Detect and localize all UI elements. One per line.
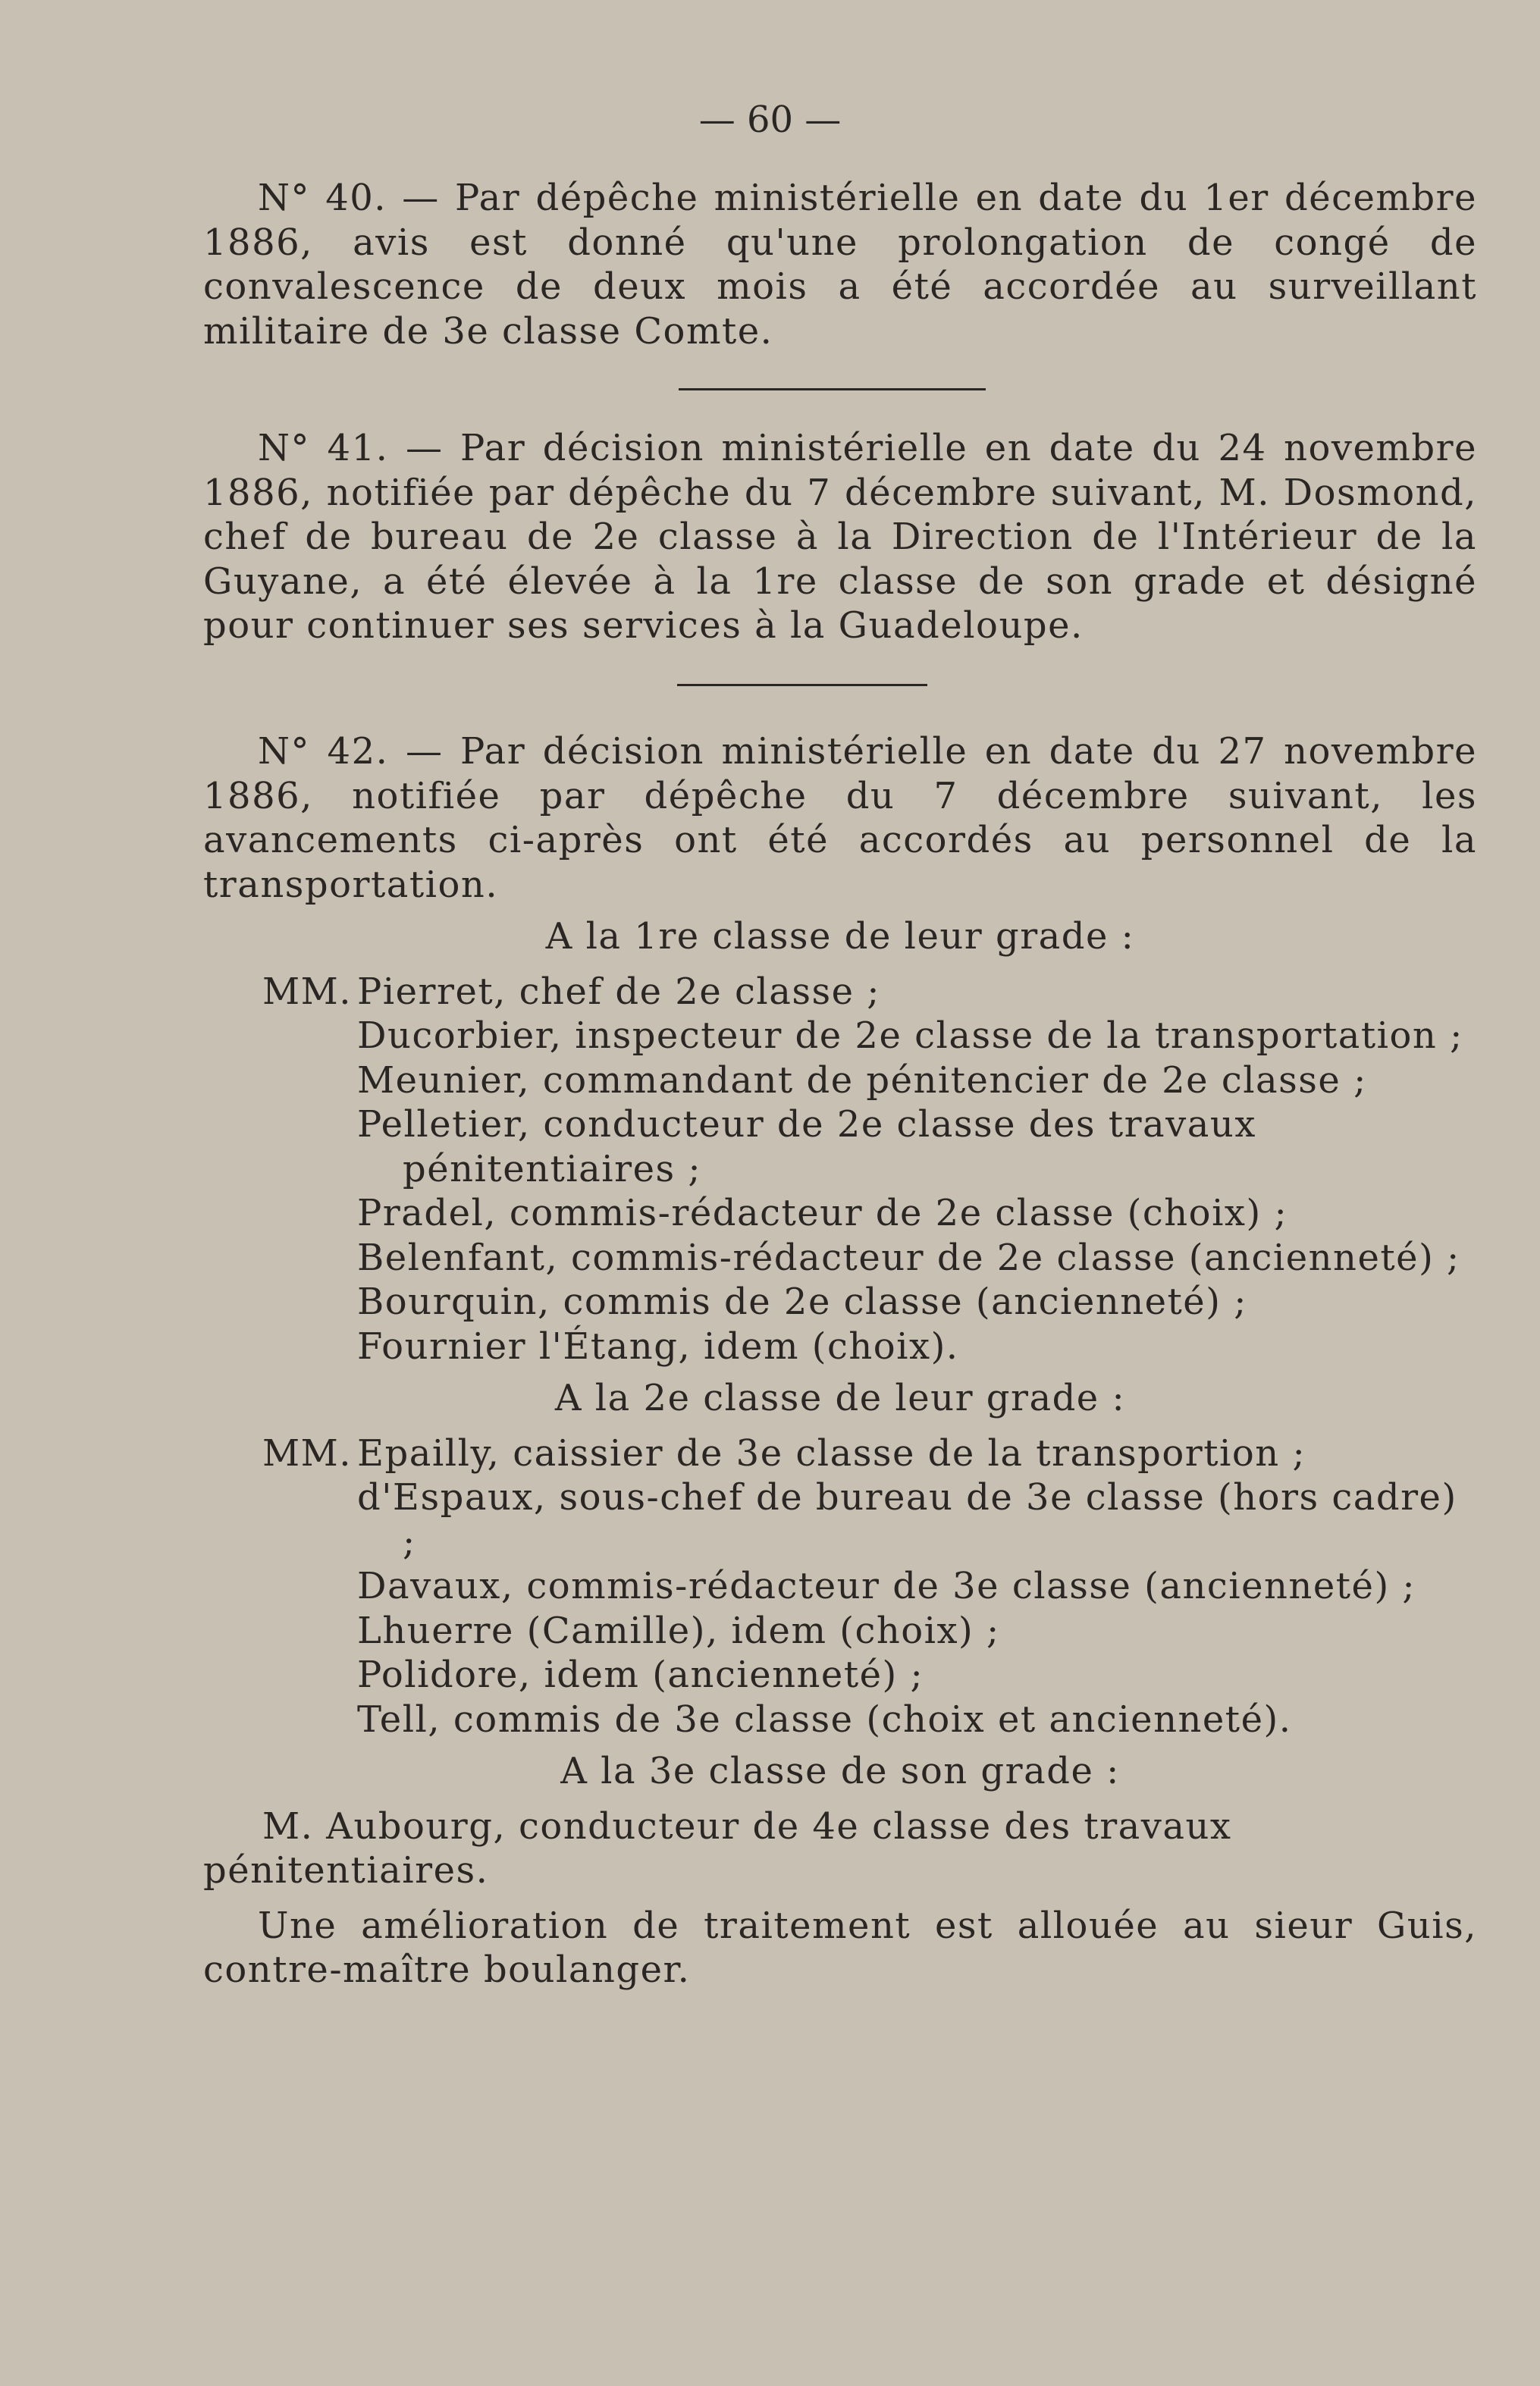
group3-heading: A la 3e classe de son grade : — [560, 1750, 1120, 1792]
list-item: Belenfant, commis-rédacteur de 2e classe (ancienneté) ; — [357, 1236, 1460, 1279]
list-item: Ducorbier, inspecteur de 2e classe de la transportation ; — [357, 1014, 1463, 1057]
group1-list — [203, 970, 1477, 1369]
list-item: Epailly, caissier de 3e classe de la transportion ; — [357, 1431, 1306, 1475]
list-item: Tell, commis de 3e classe (choix et ancienneté). — [357, 1698, 1292, 1741]
list-item: Davaux, commis-rédacteur de 3e classe (ancienneté) ; — [357, 1565, 1416, 1607]
closing-paragraph: Une amélioration de traitement est allouée au sieur Guis, contre-maître boulanger. — [203, 1904, 1477, 1991]
list-item: Lhuerre (Camille), idem (choix) ; — [357, 1609, 1000, 1652]
paragraph-n41: N° 41. — Par décision ministérielle en date du 24 novembre 1886, notifiée par dépêche du 7 décembre suivant, M. Dosmond, chef de bureau de 2e classe à la Direction de l'Intérieur de la Guyane, a été élevée à la 1re classe de son grade et désigné pour continuer ses services à la Guadeloupe. — [203, 427, 1477, 647]
group1-heading: A la 1re classe de leur grade : — [545, 915, 1135, 958]
section-n40 — [203, 176, 1477, 353]
list-item: Bourquin, commis de 2e classe (ancienneté) ; — [357, 1281, 1247, 1323]
list-item: Fournier l'Étang, idem (choix). — [357, 1325, 959, 1368]
list-item: Pierret, chef de 2e classe ; — [357, 970, 880, 1013]
list-item: d'Espaux, sous-chef de bureau de 3e classe (hors cadre) ; — [357, 1476, 1457, 1563]
list-item: Pradel, commis-rédacteur de 2e classe (choix) ; — [357, 1192, 1288, 1234]
list-item: Polidore, idem (ancienneté) ; — [357, 1654, 924, 1696]
list-item: Pelletier, conducteur de 2e classe des travaux pénitentiaires ; — [357, 1103, 1256, 1190]
group3-text: M. Aubourg, conducteur de 4e classe des travaux pénitentiaires. — [203, 1804, 1232, 1892]
separator-rule-2 — [677, 684, 927, 686]
group2-heading: A la 2e classe de leur grade : — [554, 1377, 1126, 1419]
section-n41 — [203, 426, 1477, 648]
paragraph-n42: N° 42. — Par décision ministérielle en date du 27 novembre 1886, notifiée par dépêche du 7 décembre suivant, les avancements ci-après ont été accordés au personnel de la transportation. — [203, 730, 1477, 906]
group1-label: MM. — [262, 970, 353, 1013]
separator-rule-1 — [679, 388, 986, 390]
section-n42 — [203, 729, 1477, 1993]
group2-label: MM. — [262, 1431, 353, 1475]
page-number: — 60 — — [698, 99, 842, 141]
group2-list — [203, 1431, 1477, 1742]
paragraph-n40: N° 40. — Par dépêche ministérielle en date du 1er décembre 1886, avis est donné qu'une prolongation de congé de convalescence de deux mois a été accordée au surveillant militaire de 3e classe Comte. — [203, 177, 1477, 353]
list-item: Meunier, commandant de pénitencier de 2e classe ; — [357, 1058, 1367, 1102]
